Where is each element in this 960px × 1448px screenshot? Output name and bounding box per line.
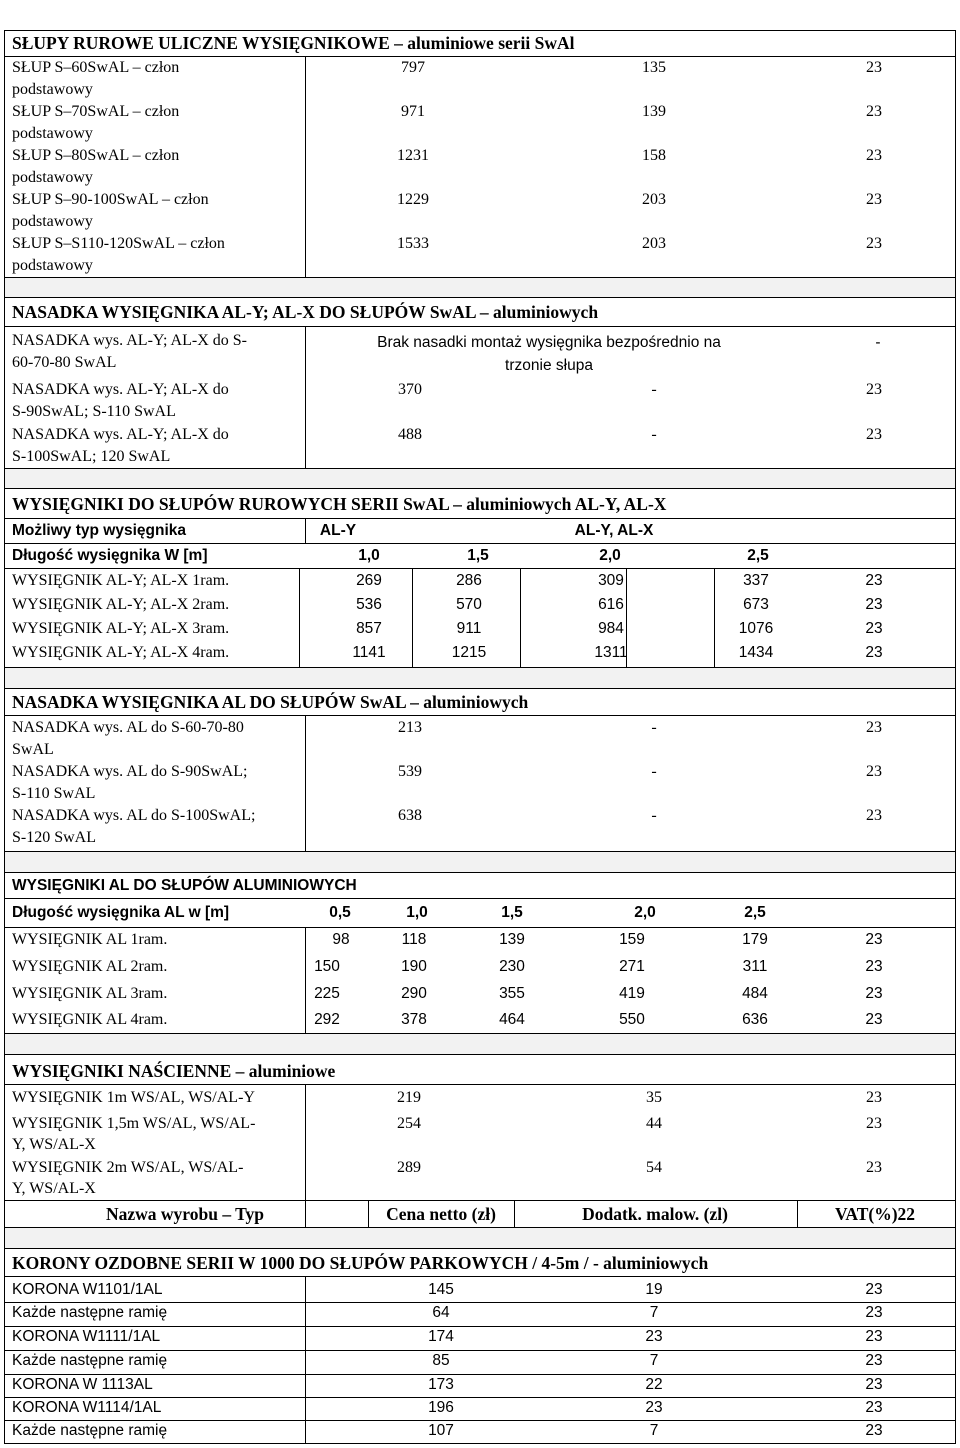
header-price: Cena netto (zł) — [386, 1204, 496, 1224]
section-title: NASADKA WYSIĘGNIKA AL-Y; AL-X DO SŁUPÓW SwAL – aluminiowych — [12, 302, 599, 322]
section-title: KORONY OZDOBNE SERII W 1000 DO SŁUPÓW PARKOWYCH / 4-5m / - aluminiowych — [12, 1253, 709, 1273]
price-list-page: SŁUPY RUROWE ULICZNE WYSIĘGNIKOWE – aluminiowe serii SwAl SŁUP S–60SwAL – człon podstawowy 797 135 23 SŁUP S–70SwAL – człon podstawowy 971 139 23 SŁUP S–80SwAL – człon podstawowy 1231 158 23 SŁUP S–90-100SwAL – człon podstawowy 1229 203 23 SŁUP S–S110-120SwAL – człon podstawowy 1533 203 23 NASADKA WYSIĘGNIKA AL-Y; AL-X DO SŁUPÓW SwAL – aluminiowych NASADKA wys. AL-Y; AL-X do S- 60-70-80 SwAL Brak nasadki montaż wysięgnika bezpośrednio na trzonie słupa - NASADKA wys. AL-Y; AL-X do S-90SwAL; S-110 SwAL 370 - 23 NASADKA wys. AL-Y; AL-X do S-100SwAL; 120 SwAL 488 - 23 WYSIĘGNIKI DO SŁUPÓW RUROWYCH SERII SwAL – aluminiowych AL-Y, AL-X Możliwy typ wysięgnika AL-Y AL-Y, AL-X Długość wysięgnika W [m] 1,0 1,5 2,0 2,5 WYSIĘGNIK AL-Y; AL-X 1ram. 269 286 309 337 23 WYSIĘGNIK AL-Y; AL-X 2ram. 536 570 616 673 23 WYSIĘGNIK AL-Y; AL-X 3ram. 857 911 984 1076 23 WYSIĘGNIK AL-Y; AL-X 4ram. 1141 1215 1311 1434 23 NASADKA WYSIĘGNIKA AL DO SŁUPÓW SwAL – aluminiowych NASADKA wys. AL do S-60-70-80 SwAL 213 - 23 NASADKA wys. AL do S-90SwAL; S-110 SwAL 539 - 23 NASADKA wys. AL do S-100SwAL; S-120 SwAL 638 - 23 WYSIĘGNIKI AL DO SŁUPÓW ALUMINIOWYCH Długość wysięgnika AL w [m] 0,5 1,0 1,5 2,0 2,5 WYSIĘGNIK AL 1ram. 98 118 139 159 179 23 WYSIĘGNIK AL 2ram. 150 190 230 271 311 23 WYSIĘGNIK AL 3ram. 225 290 355 419 484 23 WYSIĘGNIK AL 4ram. 292 378 464 550 636 23 WYSIĘGNIKI NAŚCIENNE – aluminiowe WYSIĘGNIK 1m WS/AL, WS/AL-Y 219 35 23 WYSIĘGNIK 1,5m WS/AL, WS/AL- Y, WS/AL-X 254 44 23 WYSIĘGNIK 2m WS/AL, WS/AL- Y, WS/AL-X 289 54 23 Nazwa wyrobu – Typ Cena netto (zł) Dodatk. malow. (zl) VAT(%)22 KORONY OZDOBNE SERII W 1000 DO SŁUPÓW PARKOWYCH / 4-5m / - aluminiowych KORONA W1101/1AL 145 19 23 Każde następne ramię 64 7 23 KORONA W1111/1AL 174 23 23 Każde następne ramię 85 7 23 KORONA W 1113AL 173 22 23 KORONA W1114/1AL 196 23 23 Każde następne ramię 107 7 23 — [0, 0, 960, 1448]
section-title: WYSIĘGNIKI AL DO SŁUPÓW ALUMINIOWYCH — [12, 877, 357, 894]
header-vat: VAT(%)22 — [834, 1204, 916, 1224]
section-title: WYSIĘGNIKI DO SŁUPÓW RUROWYCH SERII SwAL – aluminiowych AL-Y, AL-X — [12, 494, 667, 514]
header-name: Nazwa wyrobu – Typ — [105, 1204, 265, 1224]
section-title: SŁUPY RUROWE ULICZNE WYSIĘGNIKOWE – aluminiowe serii SwAl — [12, 33, 575, 53]
header-extra: Dodatk. malow. (zl) — [582, 1204, 728, 1224]
section-title: WYSIĘGNIKI NAŚCIENNE – aluminiowe — [12, 1061, 336, 1081]
section-title: NASADKA WYSIĘGNIKA AL DO SŁUPÓW SwAL – aluminiowych — [12, 692, 529, 712]
